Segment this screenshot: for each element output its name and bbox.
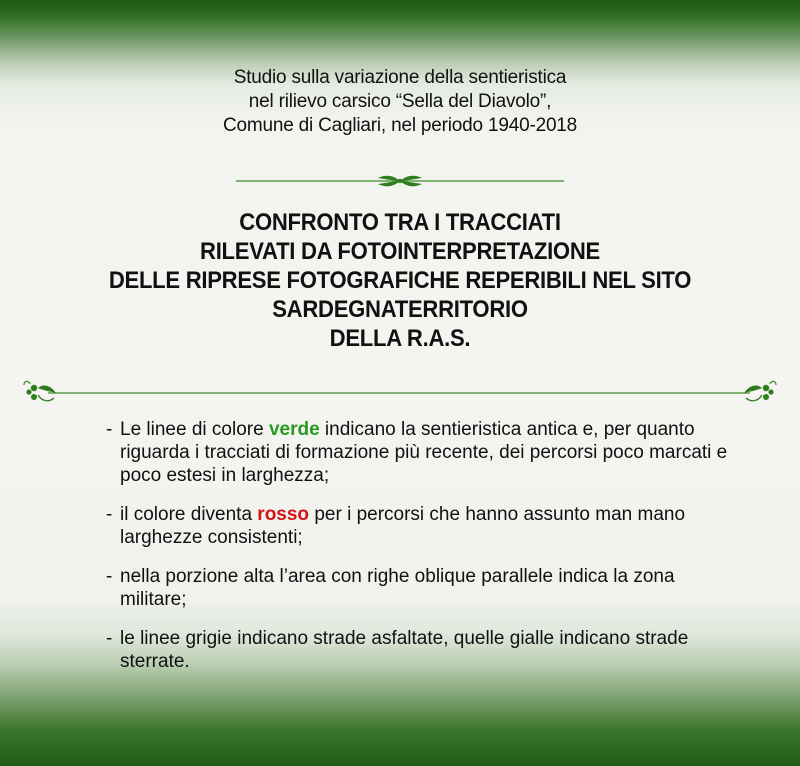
list-item — [106, 503, 746, 549]
bullet-dash: - — [106, 419, 113, 440]
bullet-dash: - — [106, 628, 113, 649]
item-1-text-before: Le linee di colore — [120, 419, 269, 440]
leaf-ornament-left-icon — [24, 381, 56, 400]
list-item — [106, 565, 746, 611]
heading-line-3: DELLE RIPRESE FOTOGRAFICHE REPERIBILI NEL SITO — [108, 267, 692, 294]
list-item — [106, 418, 746, 487]
subtitle-line-2: nel rilievo carsico “Sella del Diavolo”, — [248, 91, 552, 112]
heading-line-5: DELLA R.A.S. — [329, 325, 471, 352]
item-1-text-after: indicano la sentieristica antica e, per quanto riguarda i tracciati di formazione più recente, dei percorsi poco marcati e poco estesi in larghezza; — [120, 419, 728, 486]
item-4-text: le linee grigie indicano strade asfaltate, quelle gialle indicano strade sterrate. — [120, 628, 689, 672]
subtitle-line-1: Studio sulla variazione della sentieristica — [233, 67, 567, 88]
red-highlight-word: rosso — [257, 504, 310, 525]
heading-line-1: CONFRONTO TRA I TRACCIATI — [239, 209, 561, 236]
leaf-ornament-right-icon — [744, 381, 776, 400]
subtitle-line-3: Comune di Cagliari, nel periodo 1940-2018 — [222, 115, 578, 136]
list-item — [106, 627, 746, 673]
subtitle — [0, 66, 800, 138]
main-heading — [32, 208, 768, 353]
item-2-text-before: il colore diventa — [120, 504, 258, 525]
heading-line-2: RILEVATI DA FOTOINTERPRETAZIONE — [200, 238, 600, 265]
heading-line-4: SARDEGNATERRITORIO — [272, 296, 528, 323]
legend-list — [106, 418, 746, 689]
bullet-dash: - — [106, 504, 113, 525]
ornament-divider-main — [20, 378, 780, 408]
item-2-text-after: per i percorsi che hanno assunto man mano larghezze consistenti; — [120, 504, 686, 548]
item-3-text: nella porzione alta l’area con righe oblique parallele indica la zona militare; — [120, 566, 675, 610]
bullet-dash: - — [106, 566, 113, 587]
ornament-divider-top — [236, 172, 564, 190]
green-highlight-word: verde — [268, 419, 320, 440]
